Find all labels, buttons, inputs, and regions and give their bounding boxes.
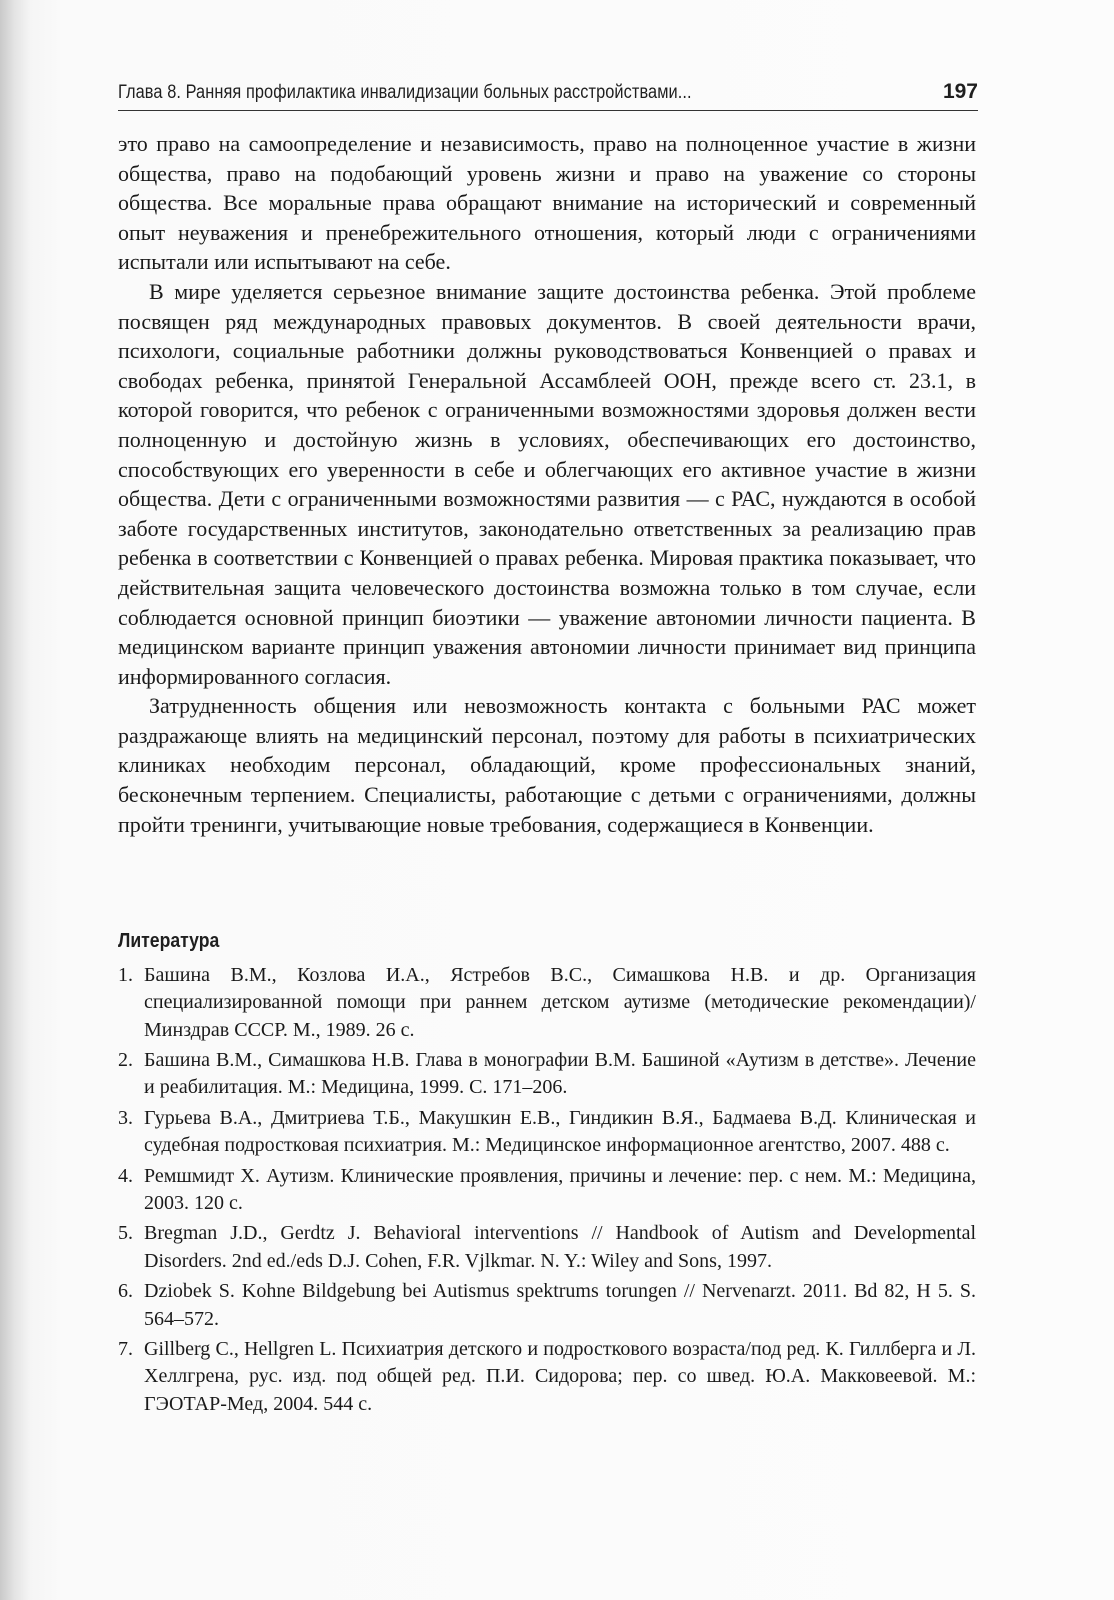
reference-number: 6.: [118, 1280, 133, 1303]
reference-item: [118, 1220, 976, 1275]
page-number: 197: [942, 80, 978, 103]
reference-item: [118, 1278, 976, 1333]
reference-item: [118, 1336, 976, 1418]
reference-item: [118, 1047, 976, 1102]
running-header: [118, 76, 978, 111]
main-text: [118, 129, 976, 839]
paragraph: В мире уделяется серьезное внимание защите достоинства ребенка. Этой проблеме посвящен ряд международных правовых документов. В своей деятельности врачи, психологи, социальные работники должны руководствоваться Конвенцией о правах и свободах ребенка, принятой Генеральной Ассамблеей ООН, прежде всего ст. 23.1, в которой говорится, что ребенок с ограниченными возможностями здоровья должен вести полноценную и достойную жизнь в условиях, обеспечивающих его достоинство, способствующих его уверенности в себе и облегчающих его активное участие в жизни общества. Дети с ограниченными возможностями развития — с РАС, нуждаются в особой заботе государственных институтов, законодательно ответственных за реализацию прав ребенка в соответствии с Конвенцией о правах ребенка. Мировая практика показывает, что действительная защита человеческого достоинства возможна только в том случае, если соблюдается основной принцип биоэтики — уважение автономии личности пациента. В медицинском варианте принцип уважения автономии личности принимает вид принципа информированного согласия.: [118, 278, 976, 689]
paragraph: Затрудненность общения или невозможность контакта с больными РАС может раздражающе влиять на медицинский персонал, поэтому для работы в психиатрических клиниках необходим персонал, обладающий, кроме профессиональных знаний, бесконечным терпением. Специалисты, работающие с детьми с ограничениями, должны пройти тренинги, учитывающие новые требования, содержащиеся в Конвенции.: [118, 693, 976, 837]
reference-item: [118, 1105, 976, 1160]
reference-item: [118, 1163, 976, 1218]
chapter-title: Глава 8. Ранняя профилактика инвалидизации больных расстройствами...: [118, 82, 692, 103]
reference-number: 3.: [118, 1106, 133, 1129]
reference-text: Bregman J.D., Gerdtz J. Behavioral interventions // Handbook of Autism and Developmental Disorders. 2nd ed./eds D.J. Cohen, F.R. Vjlkmar. N. Y.: Wiley and Sons, 1997.: [144, 1222, 976, 1272]
reference-number: 1.: [118, 964, 133, 986]
reference-list: [118, 962, 976, 1421]
reference-text: Башина В.М., Козлова И.А., Ястребов В.С., Симашкова Н.В. и др. Организация специализированной помощи при раннем детском аутизме (методические рекомендации)/Минздрав СССР. М., 1989. 26 с.: [144, 964, 976, 1041]
reference-number: 7.: [118, 1337, 133, 1360]
reference-number: 5.: [118, 1222, 133, 1245]
reference-text: Dziobek S. Kohne Bildgebung bei Autismus spektrums torungen // Nervenarzt. 2011. Bd 82, H 5. S. 564–572.: [144, 1280, 976, 1330]
paragraph: это право на самоопределение и независимость, право на полноценное участие в жизни общества, право на подобающий уровень жизни и право на уважение со стороны общества. Все моральные права обращают внимание на исторический и современный опыт неуважения и пренебрежительного отношения, который люди с ограничениями испытали или испытывают на себе.: [118, 131, 976, 275]
reference-text: Гурьева В.А., Дмитриева Т.Б., Макушкин Е.В., Гиндикин В.Я., Бадмаева В.Д. Клиническая и судебная подростковая психиатрия. М.: Медицинское информационное агентство, 2007. 488 с.: [144, 1106, 976, 1157]
literature-heading: Литература: [118, 930, 220, 952]
reference-text: Башина В.М., Симашкова Н.В. Глава в монографии В.М. Башиной «Аутизм в детстве». Лечение и реабилитация. М.: Медицина, 1999. С. 171–206.: [144, 1049, 976, 1099]
reference-number: 4.: [118, 1164, 133, 1187]
reference-text: Ремшмидт Х. Аутизм. Клинические проявления, причины и лечение: пер. с нем. М.: Медицина, 2003. 120 с.: [144, 1164, 976, 1214]
reference-text: Gillberg C., Hellgren L. Психиатрия детского и подросткового возраста/под ред. К. Гиллберга и Л. Хеллгрена, рус. изд. под общей ред. П.И. Сидорова; пер. со швед. Ю.А. Макковеевой. М.: ГЭОТАР-Мед, 2004. 544 с.: [144, 1337, 976, 1415]
reference-number: 2.: [118, 1049, 133, 1072]
reference-item: [118, 962, 976, 1044]
